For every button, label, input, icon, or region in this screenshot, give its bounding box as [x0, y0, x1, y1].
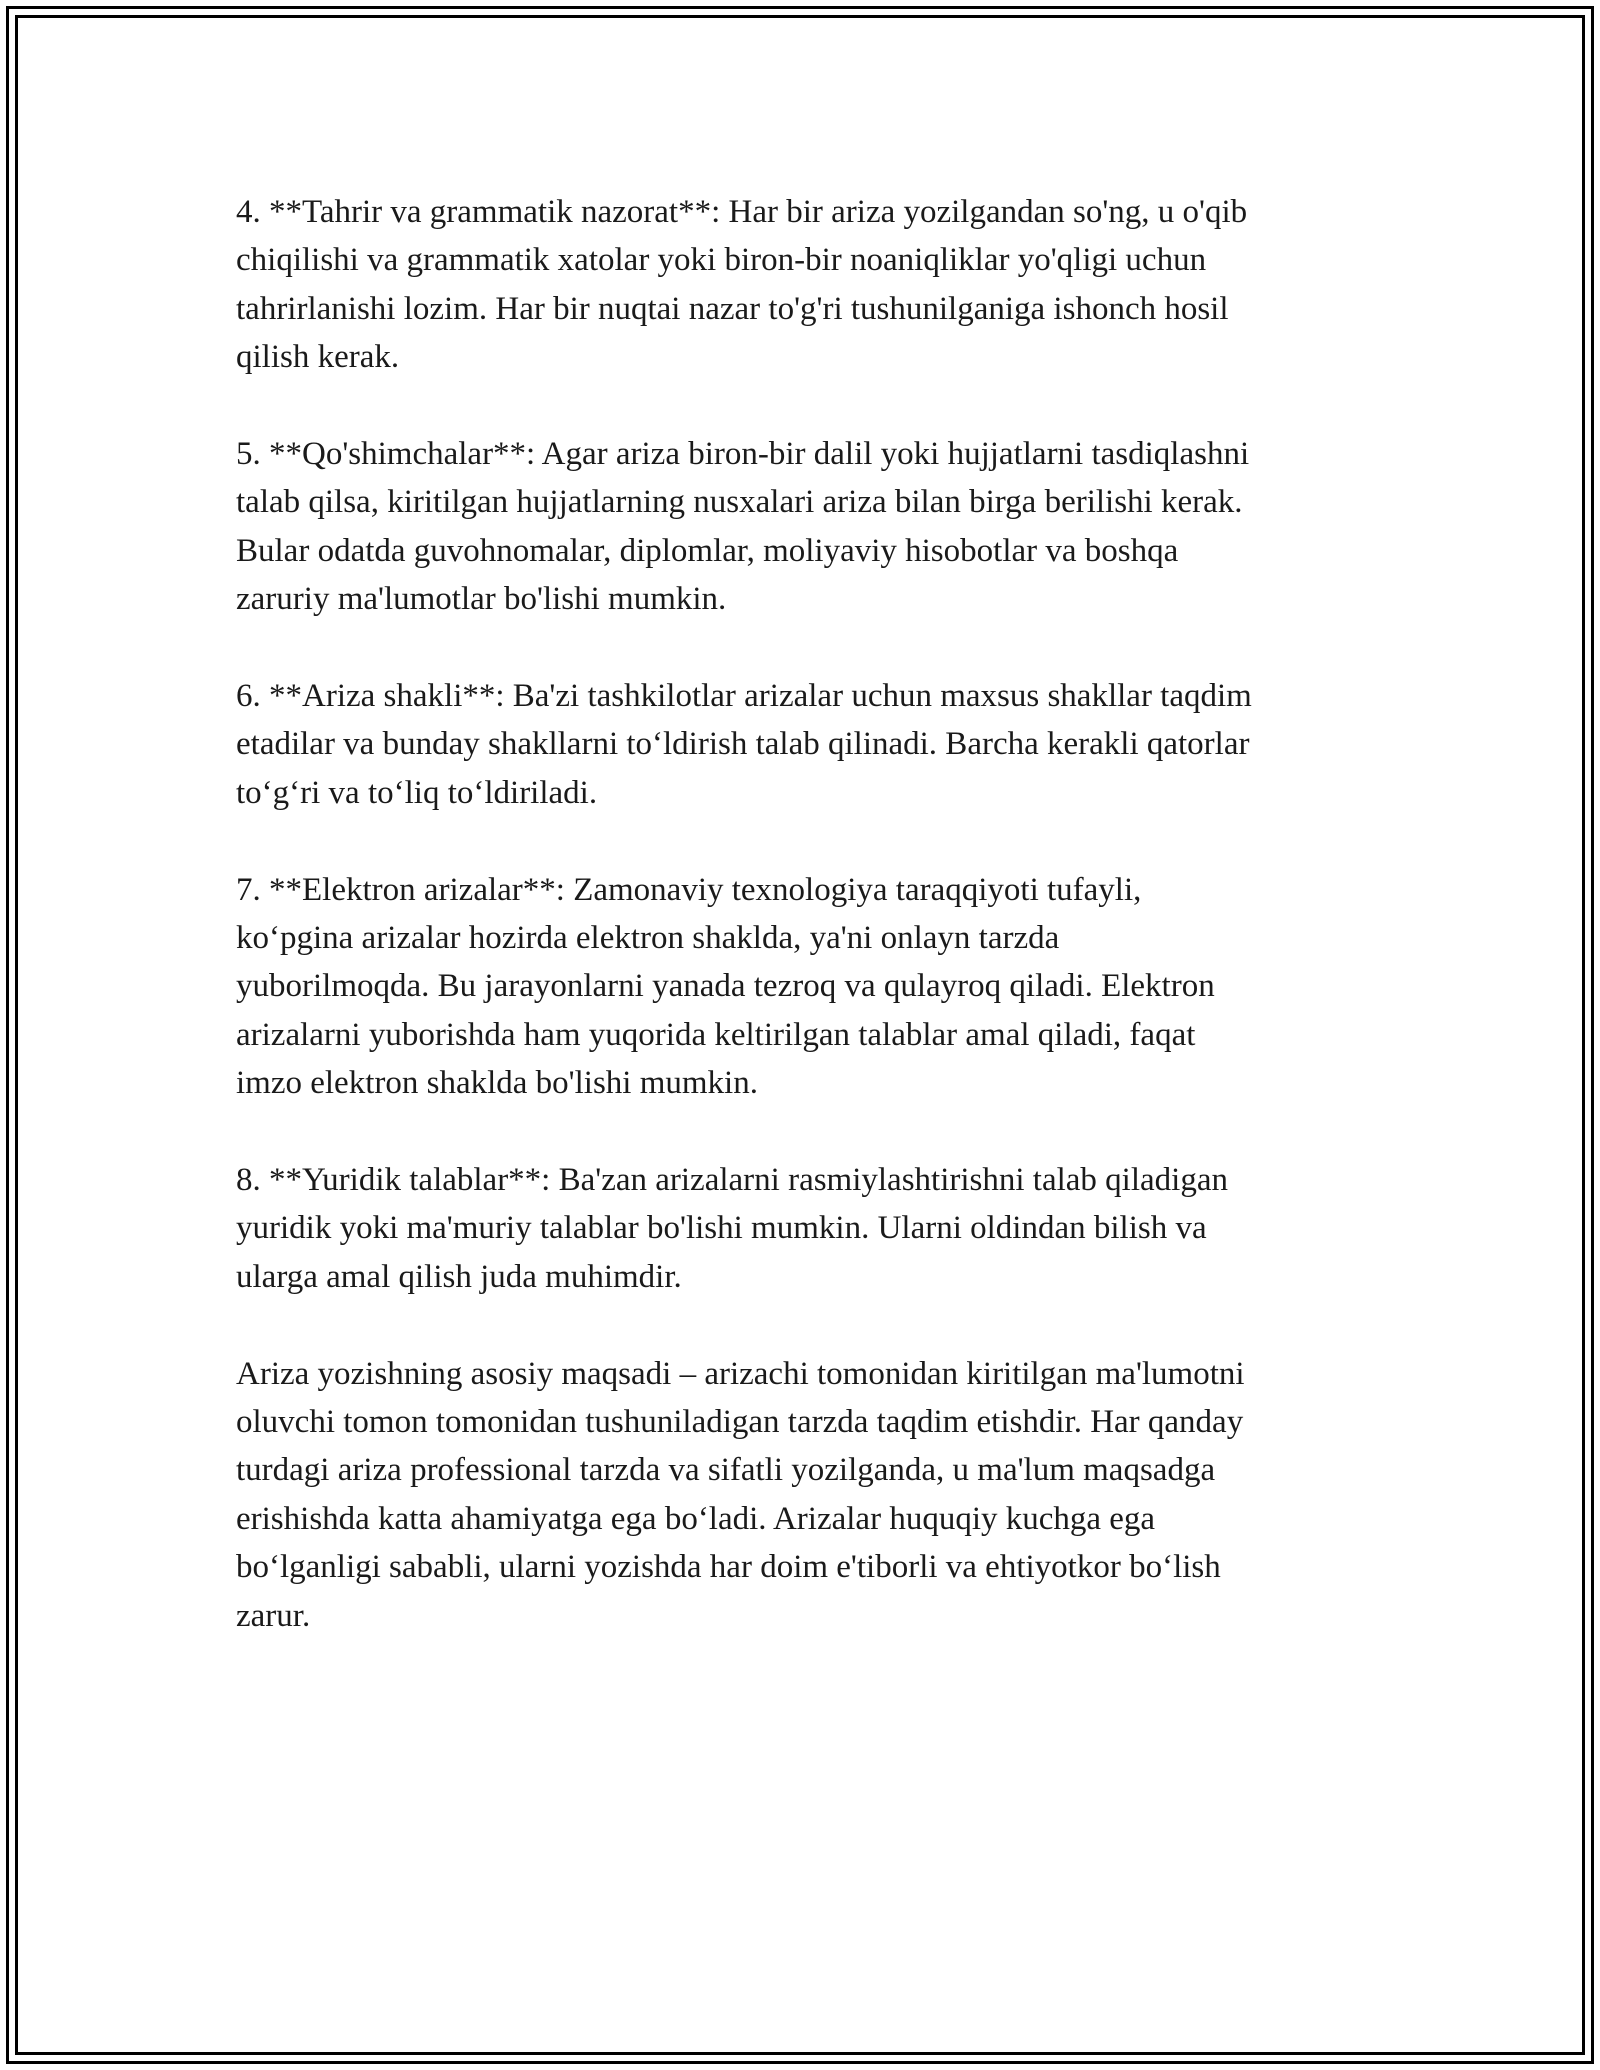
- document-body: [236, 188, 1376, 1689]
- paragraph-attachments: 5. **Qo'shimchalar**: Agar ariza biron-bir dalil yoki hujjatlarni tasdiqlashni talab qilsa, kiritilgan hujjatlarning nusxalari ariza bilan birga berilishi kerak. Bular odatda guvohnomalar, diplomlar, moliyaviy hisobotlar va boshqa zaruriy ma'lumotlar bo'lishi mumkin.: [236, 436, 1250, 618]
- paragraph-legal-requirements: 8. **Yuridik talablar**: Ba'zan arizalarni rasmiylashtirishni talab qiladigan yuridik yoki ma'muriy talablar bo'lishi mumkin. Ularni oldindan bilish va ularga amal qilish juda muhimdir.: [236, 1162, 1228, 1295]
- paragraph-editing-grammar: 4. **Tahrir va grammatik nazorat**: Har bir ariza yozilgandan so'ng, u o'qib chiqilishi va grammatik xatolar yoki biron-bir noaniqliklar yo'qligi uchun tahrirlanishi lozim. Har bir nuqtai nazar to'g'ri tushunilganiga ishonch hosil qilish kerak.: [236, 194, 1248, 376]
- paragraph-conclusion: Ariza yozishning asosiy maqsadi – arizachi tomonidan kiritilgan ma'lumotni oluvchi tomon tomonidan tushuniladigan tarzda taqdim etishdir. Har qanday turdagi ariza professional tarzda va sifatli yozilganda, u ma'lum maqsadga erishishda katta ahamiyatga ega bo‘ladi. Arizalar huquqiy kuchga ega bo‘lganligi sababli, ularni yozishda har doim e'tiborli va ehtiyotkor bo‘lish zarur.: [236, 1355, 1245, 1634]
- paragraph-electronic-applications: 7. **Elektron arizalar**: Zamonaviy texnologiya taraqqiyoti tufayli, ko‘pgina arizalar hozirda elektron shaklda, ya'ni onlayn tarzda yuborilmoqda. Bu jarayonlarni yanada tezroq va qulayroq qiladi. Elektron arizalarni yuborishda ham yuqorida keltirilgan talablar amal qiladi, faqat imzo elektron shaklda bo'lishi mumkin.: [236, 871, 1215, 1102]
- paragraph-application-form: 6. **Ariza shakli**: Ba'zi tashkilotlar arizalar uchun maxsus shakllar taqdim etadilar va bunday shakllarni to‘ldirish talab qilinadi. Barcha kerakli qatorlar to‘g‘ri va to‘liq to‘ldiriladi.: [236, 678, 1252, 811]
